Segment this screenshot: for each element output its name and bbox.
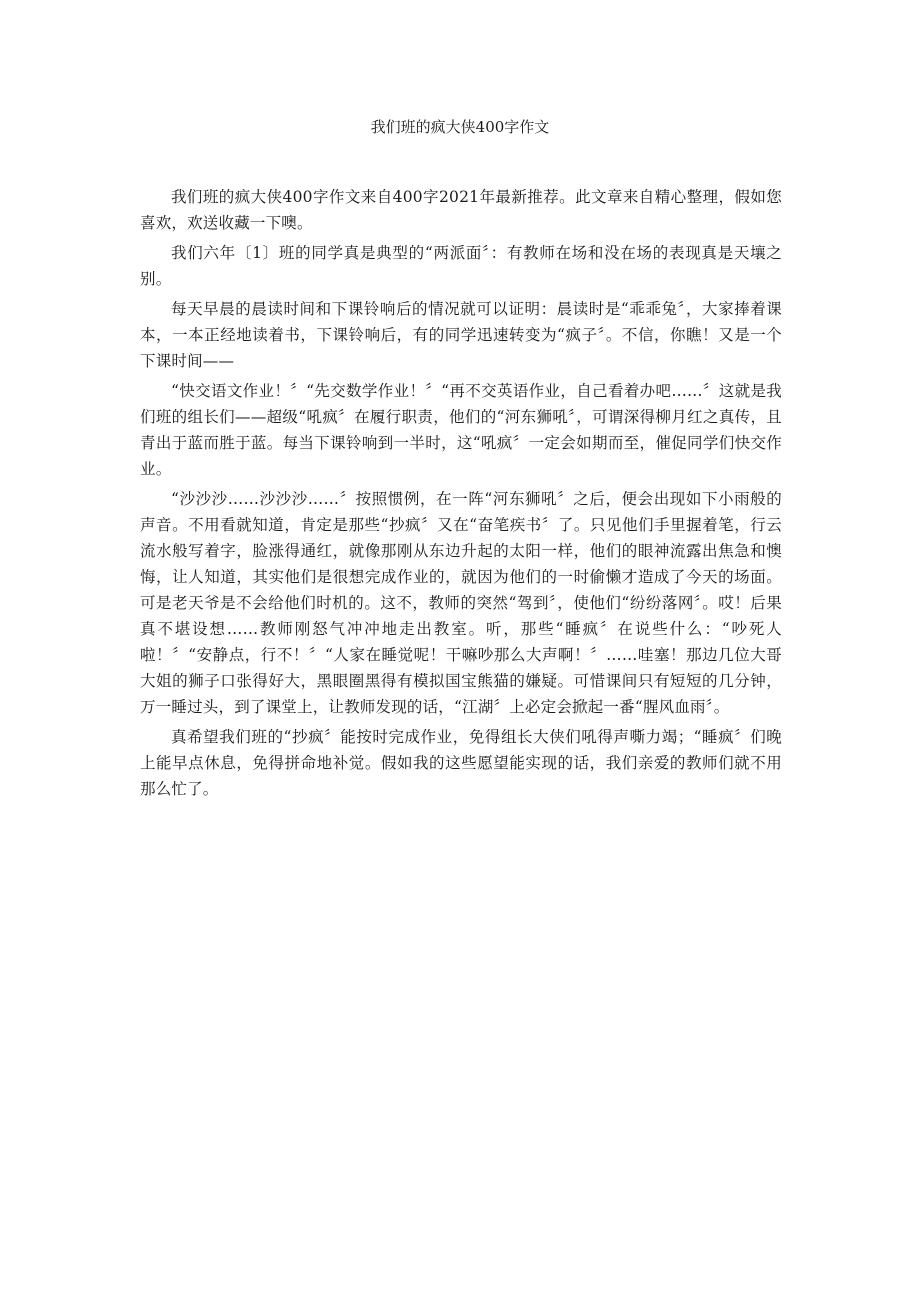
paragraph-two-faces: 我们六年〔1〕班的同学真是典型的“两派面〞：有教师在场和没在场的表现真是天壤之别。 [140, 244, 782, 288]
paragraph-group-leaders: “快交语文作业！〞“先交数学作业！〞“再不交英语作业，自己看着办吧……〞这就是我们班的组长们——超级“吼疯〞在履行职责，他们的“河东狮吼〞，可谓深得柳月红之真传，且青出于蓝而胜于蓝。每当下课铃响到一半时，这“吼疯〞一定会如期而至，催促同学们快交作业。 [140, 382, 782, 478]
paragraph-copying-sleeping: “沙沙沙……沙沙沙……〞按照惯例，在一阵“河东狮吼〞之后，便会出现如下小雨般的声音。不用看就知道，肯定是那些“抄疯〞又在“奋笔疾书〞了。只见他们手里握着笔，行云流水般写着字，脸涨得通红，就像那刚从东边升起的太阳一样，他们的眼神流露出焦急和懊悔，让人知道，其实他们是很想完成作业的，就因为他们的一时偷懒才造成了今天的场面。可是老天爷是不会给他们时机的。这不，教师的突然“驾到〞，使他们“纷纷落网〞。哎！后果真不堪设想……教师刚怒气冲冲地走出教室。听，那些“睡疯〞在说些什么：“吵死人啦！〞“安静点，行不！〞“人家在睡觉呢！干嘛吵那么大声啊！〞……哇塞！那边几位大哥大姐的狮子口张得好大，黑眼圈黑得有模拟国宝熊猫的嫌疑。可惜课间只有短短的几分钟，万一睡过头，到了课堂上，让教师发现的话，“江湖〞上必定会掀起一番“腥风血雨〞。 [140, 490, 782, 716]
paragraph-morning-reading: 每天早晨的晨读时间和下课铃响后的情况就可以证明：晨读时是“乖乖兔〞，大家捧着课本，一本正经地读着书，下课铃响后，有的同学迅速转变为“疯子〞。不信，你瞧！又是一个下课时间—— [140, 300, 782, 370]
paragraph-intro: 我们班的疯大侠400字作文来自400字2021年最新推荐。此文章来自精心整理，假如您喜欢，欢送收藏一下噢。 [140, 188, 782, 232]
document-title: 我们班的疯大侠400字作文 [370, 118, 550, 136]
paragraph-conclusion: 真希望我们班的“抄疯〞能按时完成作业，免得组长大侠们吼得声嘶力竭；“睡疯〞们晚上能早点休息，免得拼命地补觉。假如我的这些愿望能实现的话，我们亲爱的教师们就不用那么忙了。 [140, 728, 782, 798]
document-body [140, 184, 782, 806]
